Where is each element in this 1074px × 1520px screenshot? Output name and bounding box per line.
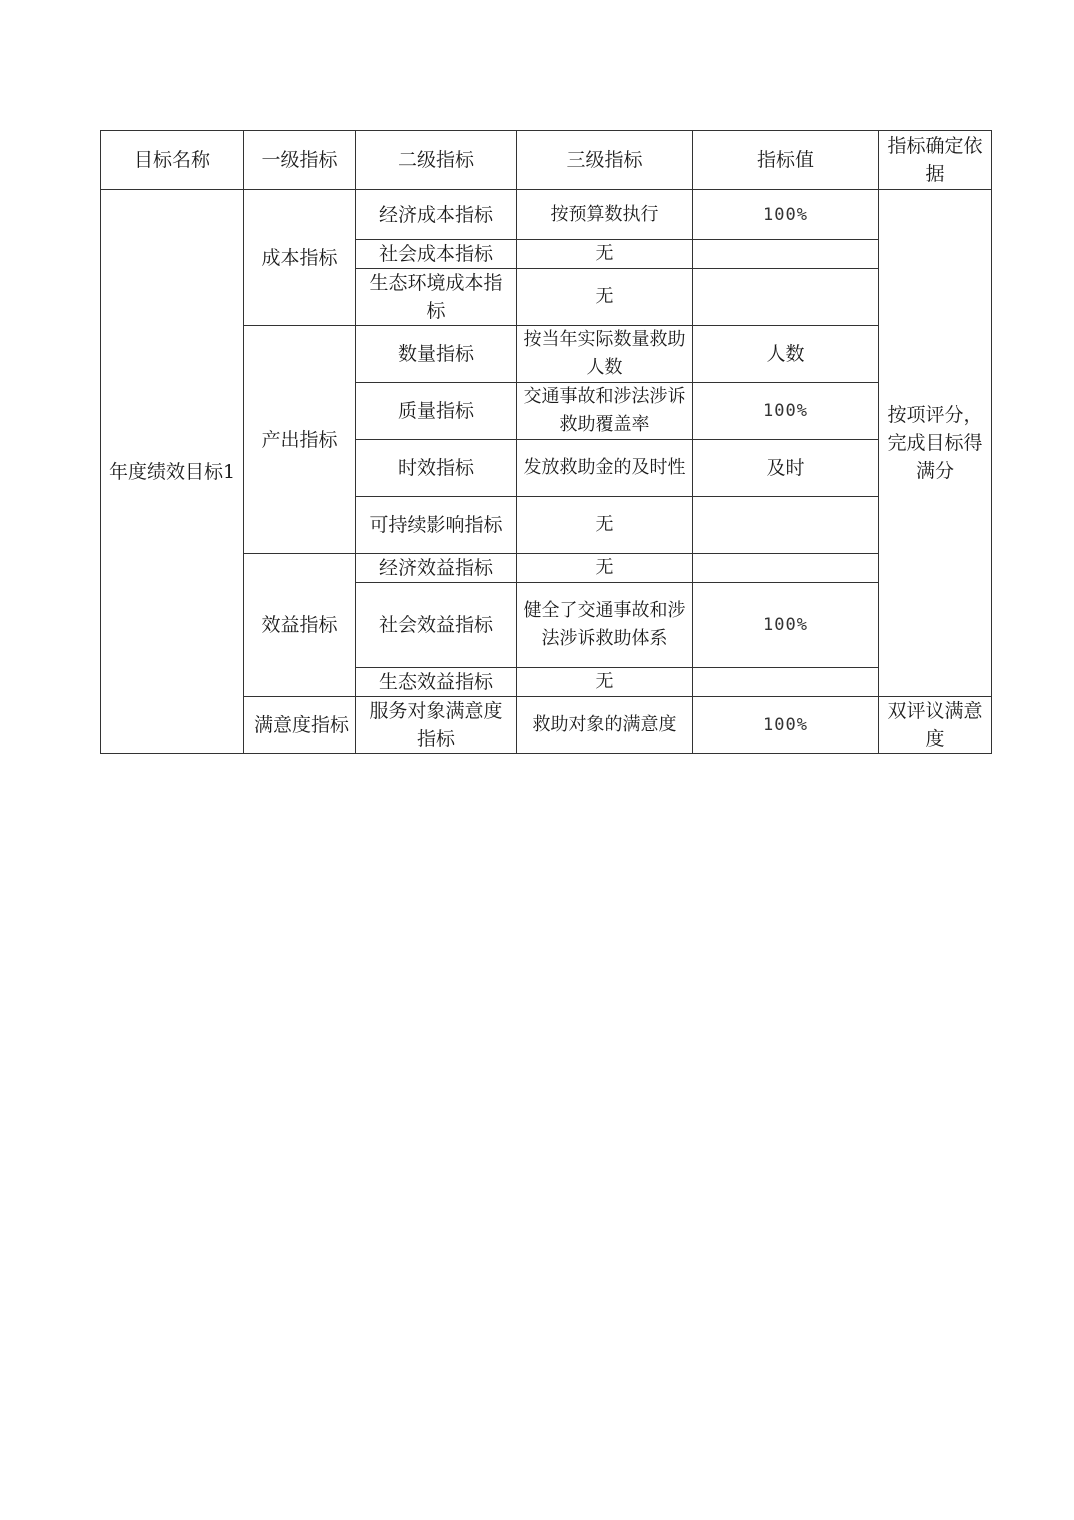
level2-cell: 可持续影响指标 bbox=[356, 497, 517, 554]
level3-cell: 无 bbox=[517, 668, 693, 697]
value-cell bbox=[693, 554, 879, 583]
level3-cell: 救助对象的满意度 bbox=[517, 697, 693, 754]
value-cell: 100% bbox=[693, 697, 879, 754]
level3-cell: 按当年实际数量救助人数 bbox=[517, 326, 693, 383]
value-cell: 人数 bbox=[693, 326, 879, 383]
level3-cell: 健全了交通事故和涉法涉诉救助体系 bbox=[517, 583, 693, 668]
level3-cell: 无 bbox=[517, 269, 693, 326]
basis-main-cell: 按项评分，完成目标得满分 bbox=[879, 190, 992, 697]
level2-cell: 数量指标 bbox=[356, 326, 517, 383]
group-satisfaction: 满意度指标 bbox=[244, 697, 356, 754]
level2-cell: 质量指标 bbox=[356, 383, 517, 440]
table-row bbox=[101, 190, 992, 240]
value-cell bbox=[693, 269, 879, 326]
level3-cell: 按预算数执行 bbox=[517, 190, 693, 240]
group-output: 产出指标 bbox=[244, 326, 356, 554]
level3-cell: 无 bbox=[517, 497, 693, 554]
header-value: 指标值 bbox=[693, 131, 879, 190]
value-cell: 100% bbox=[693, 383, 879, 440]
goal-name-cell: 年度绩效目标1 bbox=[101, 190, 244, 754]
header-level3: 三级指标 bbox=[517, 131, 693, 190]
level3-cell: 交通事故和涉法涉诉救助覆盖率 bbox=[517, 383, 693, 440]
header-basis: 指标确定依据 bbox=[879, 131, 992, 190]
header-goal-name: 目标名称 bbox=[101, 131, 244, 190]
value-cell: 100% bbox=[693, 190, 879, 240]
level3-cell: 发放救助金的及时性 bbox=[517, 440, 693, 497]
value-cell bbox=[693, 668, 879, 697]
level2-cell: 生态效益指标 bbox=[356, 668, 517, 697]
level2-cell: 社会效益指标 bbox=[356, 583, 517, 668]
table-header-row bbox=[101, 131, 992, 190]
value-cell bbox=[693, 497, 879, 554]
value-cell bbox=[693, 240, 879, 269]
value-cell: 及时 bbox=[693, 440, 879, 497]
level2-cell: 时效指标 bbox=[356, 440, 517, 497]
value-cell: 100% bbox=[693, 583, 879, 668]
level2-cell: 服务对象满意度指标 bbox=[356, 697, 517, 754]
level2-cell: 社会成本指标 bbox=[356, 240, 517, 269]
performance-target-table bbox=[100, 130, 992, 754]
level2-cell: 经济效益指标 bbox=[356, 554, 517, 583]
level3-cell: 无 bbox=[517, 240, 693, 269]
group-cost: 成本指标 bbox=[244, 190, 356, 326]
header-level1: 一级指标 bbox=[244, 131, 356, 190]
group-benefit: 效益指标 bbox=[244, 554, 356, 697]
header-level2: 二级指标 bbox=[356, 131, 517, 190]
level3-cell: 无 bbox=[517, 554, 693, 583]
level2-cell: 生态环境成本指标 bbox=[356, 269, 517, 326]
basis-satisfaction-cell: 双评议满意度 bbox=[879, 697, 992, 754]
level2-cell: 经济成本指标 bbox=[356, 190, 517, 240]
